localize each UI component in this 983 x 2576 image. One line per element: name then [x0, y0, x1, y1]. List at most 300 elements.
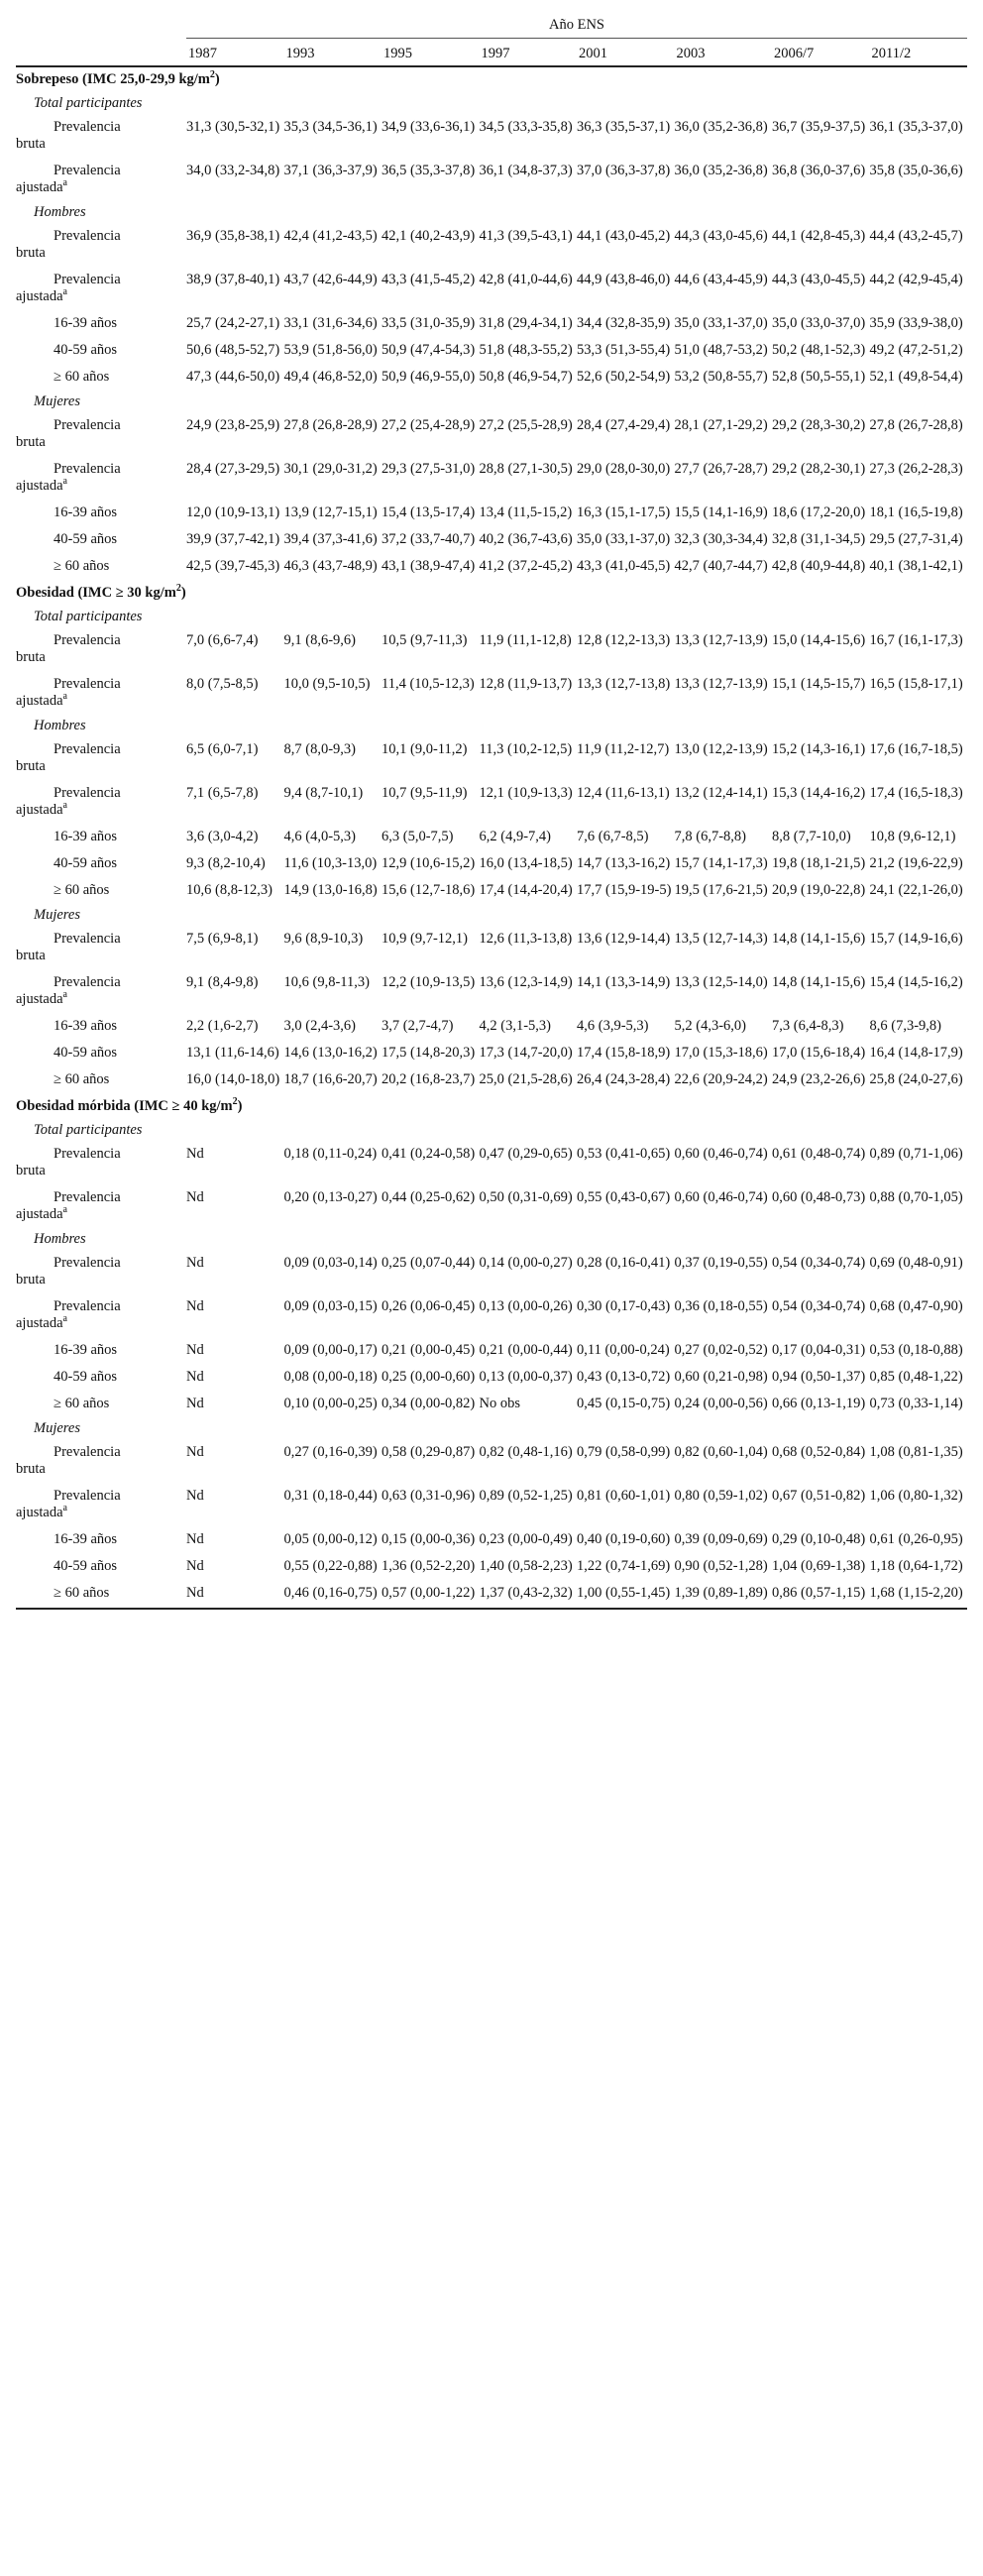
table-row [16, 737, 967, 781]
table-cell: Nd [186, 1558, 204, 1574]
table-cell: 50,8 (46,9-54,7) [479, 369, 573, 385]
table-cell: 33,5 (31,0-35,9) [382, 315, 476, 331]
row-label-line1: Prevalencia [54, 1255, 121, 1271]
header-row-years [16, 39, 967, 67]
table-cell: 44,9 (43,8-46,0) [577, 272, 671, 287]
table-cell: 1,08 (0,81-1,35) [869, 1444, 963, 1460]
table-cell: 24,1 (22,1-26,0) [869, 882, 963, 898]
table-cell: 0,40 (0,19-0,60) [577, 1531, 671, 1547]
table-cell: 16,0 (13,4-18,5) [479, 855, 573, 871]
group-title: Total participantes [34, 609, 143, 624]
table-cell: 50,9 (46,9-55,0) [382, 369, 476, 385]
table-cell: 0,68 (0,47-0,90) [869, 1298, 963, 1314]
table-cell: 0,28 (0,16-0,41) [577, 1255, 671, 1271]
table-cell: 50,6 (48,5-52,7) [186, 342, 280, 358]
table-cell: 17,3 (14,7-20,0) [479, 1045, 573, 1061]
table-cell: 0,60 (0,21-0,98) [674, 1369, 768, 1385]
row-label-line1: 16-39 años [54, 504, 118, 520]
table-cell: Nd [186, 1342, 204, 1358]
table-cell: 12,0 (10,9-13,1) [186, 504, 280, 520]
table-cell: 29,2 (28,3-30,2) [772, 417, 866, 433]
row-label [16, 1142, 186, 1185]
table-row [16, 781, 967, 825]
table-cell: 25,0 (21,5-28,6) [479, 1071, 573, 1087]
table-cell: 0,30 (0,17-0,43) [577, 1298, 671, 1314]
table-row [16, 927, 967, 970]
table-cell: 0,54 (0,34-0,74) [772, 1298, 866, 1314]
group-header-row [16, 1229, 967, 1251]
table-cell: 13,6 (12,9-14,4) [577, 931, 671, 947]
table-cell: 19,5 (17,6-21,5) [674, 882, 768, 898]
row-label-line2-text: bruta [16, 434, 46, 450]
table-cell: 32,8 (31,1-34,5) [772, 531, 866, 547]
table-row [16, 413, 967, 457]
table-cell: 35,9 (33,9-38,0) [869, 315, 963, 331]
table-cell: 11,3 (10,2-12,5) [479, 741, 573, 757]
table-cell: 28,4 (27,4-29,4) [577, 417, 671, 433]
table-cell: Nd [186, 1488, 204, 1504]
row-label [16, 159, 186, 202]
table-cell: 0,09 (0,03-0,15) [283, 1298, 378, 1314]
table-cell: 36,8 (36,0-37,6) [772, 163, 866, 178]
row-label-line1: 40-59 años [54, 342, 118, 358]
row-label [16, 457, 186, 501]
table-cell: 44,6 (43,4-45,9) [674, 272, 768, 287]
group-title: Mujeres [34, 907, 80, 923]
table-cell: 28,1 (27,1-29,2) [674, 417, 768, 433]
table-cell: 0,09 (0,00-0,17) [283, 1342, 378, 1358]
row-label [16, 1554, 186, 1581]
header-year-group: Año ENS [186, 12, 967, 39]
table-cell: 10,5 (9,7-11,3) [382, 632, 468, 648]
table-cell: 36,3 (35,5-37,1) [577, 119, 671, 135]
table-cell: 35,0 (33,1-37,0) [674, 315, 768, 331]
table-cell: 0,13 (0,00-0,26) [479, 1298, 573, 1314]
header-year: 1987 [188, 46, 217, 61]
table-row [16, 554, 967, 581]
table-cell: 12,4 (11,6-13,1) [577, 785, 670, 801]
row-label-line2 [16, 1163, 186, 1179]
row-label [16, 1581, 186, 1609]
header-year: 1997 [481, 46, 510, 61]
table-cell: 0,45 (0,15-0,75) [577, 1396, 671, 1411]
header-year: 2006/7 [774, 46, 815, 61]
row-label-line1: Prevalencia [54, 632, 121, 648]
table-cell: 27,2 (25,5-28,9) [479, 417, 573, 433]
table-cell: 1,39 (0,89-1,89) [674, 1585, 768, 1601]
table-cell: 20,2 (16,8-23,7) [382, 1071, 476, 1087]
row-label [16, 851, 186, 878]
table-cell: 4,6 (4,0-5,3) [283, 829, 356, 844]
table-cell: 19,8 (18,1-21,5) [772, 855, 866, 871]
row-label-line2-text: bruta [16, 758, 46, 774]
row-label-line2 [16, 1206, 186, 1223]
table-cell: 10,1 (9,0-11,2) [382, 741, 468, 757]
table-cell: Nd [186, 1298, 204, 1314]
header-row-group [16, 12, 967, 39]
row-label [16, 1041, 186, 1067]
table-cell: 7,8 (6,7-8,8) [674, 829, 746, 844]
row-label-line1: 40-59 años [54, 855, 118, 871]
table-cell: 18,6 (17,2-20,0) [772, 504, 866, 520]
table-cell: 43,7 (42,6-44,9) [283, 272, 378, 287]
table-cell: 35,0 (33,1-37,0) [577, 531, 671, 547]
table-cell: 13,3 (12,7-13,9) [674, 632, 768, 648]
row-label [16, 501, 186, 527]
table-cell: 8,0 (7,5-8,5) [186, 676, 259, 692]
row-label [16, 825, 186, 851]
row-label-line2 [16, 649, 186, 666]
row-label [16, 1067, 186, 1094]
section-header-row [16, 581, 967, 607]
table-cell: 42,7 (40,7-44,7) [674, 558, 768, 574]
table-cell: Nd [186, 1255, 204, 1271]
row-label-line1: Prevalencia [54, 1444, 121, 1460]
table-cell: 0,63 (0,31-0,96) [382, 1488, 476, 1504]
table-cell: 15,0 (14,4-15,6) [772, 632, 866, 648]
table-cell: 30,1 (29,0-31,2) [283, 461, 378, 477]
table-cell: 43,3 (41,0-45,5) [577, 558, 671, 574]
table-cell: 0,67 (0,51-0,82) [772, 1488, 866, 1504]
row-label-line1: ≥ 60 años [54, 1396, 110, 1411]
table-cell: 32,3 (30,3-34,4) [674, 531, 768, 547]
table-cell: 0,21 (0,00-0,45) [382, 1342, 476, 1358]
table-cell: 0,14 (0,00-0,27) [479, 1255, 573, 1271]
row-label-line1: Prevalencia [54, 417, 121, 433]
table-cell: 10,8 (9,6-12,1) [869, 829, 956, 844]
table-cell: 46,3 (43,7-48,9) [283, 558, 378, 574]
section-title [16, 581, 967, 607]
table-cell: 0,80 (0,59-1,02) [674, 1488, 768, 1504]
table-cell: 49,2 (47,2-51,2) [869, 342, 963, 358]
table-row [16, 1338, 967, 1365]
table-cell: 27,3 (26,2-28,3) [869, 461, 963, 477]
table-cell: 0,50 (0,31-0,69) [479, 1189, 573, 1205]
table-row [16, 672, 967, 716]
section-title-end: ) [237, 1098, 243, 1114]
table-cell: 0,61 (0,26-0,95) [869, 1531, 963, 1547]
table-cell: 0,29 (0,10-0,48) [772, 1531, 866, 1547]
table-cell: 31,8 (29,4-34,1) [479, 315, 573, 331]
table-cell: 13,4 (11,5-15,2) [479, 504, 573, 520]
row-label-line2 [16, 245, 186, 262]
table-cell: 6,3 (5,0-7,5) [382, 829, 454, 844]
group-title: Hombres [34, 1231, 86, 1247]
header-year: 2011/2 [871, 46, 912, 61]
table-cell: 47,3 (44,6-50,0) [186, 369, 280, 385]
table-row [16, 825, 967, 851]
row-label-line2-text: ajustada [16, 991, 63, 1007]
row-label-line2-text: ajustada [16, 179, 63, 195]
row-label-line1: ≥ 60 años [54, 882, 110, 898]
table-cell: 36,9 (35,8-38,1) [186, 228, 280, 244]
table-cell: 0,05 (0,00-0,12) [283, 1531, 378, 1547]
table-row [16, 115, 967, 159]
table-cell: 14,8 (14,1-15,6) [772, 974, 866, 990]
row-label-line2 [16, 802, 186, 819]
table-cell: 7,6 (6,7-8,5) [577, 829, 649, 844]
table-cell: 35,8 (35,0-36,6) [869, 163, 963, 178]
table-cell: 0,11 (0,00-0,24) [577, 1342, 670, 1358]
table-cell: 27,8 (26,8-28,9) [283, 417, 378, 433]
row-label [16, 1440, 186, 1484]
table-cell: 4,6 (3,9-5,3) [577, 1018, 649, 1034]
row-label-line1: Prevalencia [54, 163, 121, 178]
header-empty-cell [16, 12, 186, 39]
table-cell: 9,4 (8,7-10,1) [283, 785, 364, 801]
row-label-line2 [16, 1315, 186, 1332]
table-cell: 42,8 (40,9-44,8) [772, 558, 866, 574]
row-label-line2-text: bruta [16, 1163, 46, 1178]
table-cell: 0,18 (0,11-0,24) [283, 1146, 378, 1162]
table-cell: 3,6 (3,0-4,2) [186, 829, 259, 844]
table-cell: 34,9 (33,6-36,1) [382, 119, 476, 135]
table-cell: 12,2 (10,9-13,5) [382, 974, 476, 990]
group-header-row [16, 607, 967, 628]
table-cell: 5,2 (4,3-6,0) [674, 1018, 746, 1034]
table-cell: 10,7 (9,5-11,9) [382, 785, 468, 801]
section-title-end: ) [180, 585, 186, 601]
table-cell: 0,15 (0,00-0,36) [382, 1531, 476, 1547]
row-label [16, 365, 186, 392]
table-cell: 0,21 (0,00-0,44) [479, 1342, 573, 1358]
row-label-line1: 40-59 años [54, 531, 118, 547]
row-label-line2-text: ajustada [16, 1315, 63, 1331]
table-cell: 40,1 (38,1-42,1) [869, 558, 963, 574]
table-cell: Nd [186, 1189, 204, 1205]
table-cell: 37,0 (36,3-37,8) [577, 163, 671, 178]
table-cell: 26,4 (24,3-28,4) [577, 1071, 671, 1087]
table-row [16, 527, 967, 554]
table-cell: 15,1 (14,5-15,7) [772, 676, 866, 692]
table-cell: 8,7 (8,0-9,3) [283, 741, 356, 757]
table-cell: 44,2 (42,9-45,4) [869, 272, 963, 287]
table-cell: 42,5 (39,7-45,3) [186, 558, 280, 574]
table-cell: 4,2 (3,1-5,3) [479, 1018, 551, 1034]
table-cell: 15,3 (14,4-16,2) [772, 785, 866, 801]
row-label-line2 [16, 1505, 186, 1521]
row-label-line2-text: bruta [16, 136, 46, 152]
table-cell: 0,57 (0,00-1,22) [382, 1585, 476, 1601]
table-cell: 43,1 (38,9-47,4) [382, 558, 476, 574]
table-cell: Nd [186, 1531, 204, 1547]
table-cell: 0,47 (0,29-0,65) [479, 1146, 573, 1162]
table-cell: 27,7 (26,7-28,7) [674, 461, 768, 477]
row-label-superscript: a [62, 989, 67, 1001]
table-cell: 1,40 (0,58-2,23) [479, 1558, 573, 1574]
table-row [16, 970, 967, 1014]
table-cell: 0,31 (0,18-0,44) [283, 1488, 378, 1504]
table-cell: 14,8 (14,1-15,6) [772, 931, 866, 947]
table-cell: 3,7 (2,7-4,7) [382, 1018, 454, 1034]
table-row [16, 1067, 967, 1094]
header-year: 1993 [285, 46, 315, 61]
row-label-superscript: a [62, 1503, 67, 1514]
row-label [16, 1294, 186, 1338]
row-label [16, 554, 186, 581]
table-cell: 35,3 (34,5-36,1) [283, 119, 378, 135]
table-cell: 0,36 (0,18-0,55) [674, 1298, 768, 1314]
table-cell: 16,0 (14,0-18,0) [186, 1071, 280, 1087]
header-empty-cell [16, 39, 186, 67]
table-cell: 24,9 (23,8-25,9) [186, 417, 280, 433]
table-cell: 15,7 (14,9-16,6) [869, 931, 963, 947]
table-row [16, 1365, 967, 1392]
table-cell: Nd [186, 1146, 204, 1162]
table-row [16, 1014, 967, 1041]
table-cell: 29,5 (27,7-31,4) [869, 531, 963, 547]
row-label-superscript: a [62, 286, 67, 298]
table-cell: 9,3 (8,2-10,4) [186, 855, 266, 871]
table-cell: 44,4 (43,2-45,7) [869, 228, 963, 244]
section-header-row [16, 1094, 967, 1120]
table-cell: 0,94 (0,50-1,37) [772, 1369, 866, 1385]
table-cell: 0,66 (0,13-1,19) [772, 1396, 866, 1411]
table-cell: 36,7 (35,9-37,5) [772, 119, 866, 135]
table-cell: 0,90 (0,52-1,28) [674, 1558, 768, 1574]
row-label-superscript: a [62, 1313, 67, 1325]
row-label-line1: ≥ 60 años [54, 1585, 110, 1601]
table-cell: 15,6 (12,7-18,6) [382, 882, 476, 898]
table-cell: 11,4 (10,5-12,3) [382, 676, 475, 692]
row-label-line1: 16-39 años [54, 1342, 118, 1358]
table-cell: 0,43 (0,13-0,72) [577, 1369, 671, 1385]
table-cell: 0,82 (0,60-1,04) [674, 1444, 768, 1460]
table-cell: 27,8 (26,7-28,8) [869, 417, 963, 433]
header-year: 2001 [579, 46, 607, 61]
row-label-line1: ≥ 60 años [54, 369, 110, 385]
table-cell: 50,2 (48,1-52,3) [772, 342, 866, 358]
row-label-superscript: a [62, 476, 67, 488]
table-cell: 44,1 (42,8-45,3) [772, 228, 866, 244]
table-cell: 1,37 (0,43-2,32) [479, 1585, 573, 1601]
table-row [16, 1251, 967, 1294]
table-cell: 0,34 (0,00-0,82) [382, 1396, 476, 1411]
row-label-line1: Prevalencia [54, 785, 121, 801]
table-cell: 36,1 (35,3-37,0) [869, 119, 963, 135]
table-cell: 25,8 (24,0-27,6) [869, 1071, 963, 1087]
table-cell: 7,0 (6,6-7,4) [186, 632, 259, 648]
row-label-line2 [16, 434, 186, 451]
row-label [16, 1392, 186, 1418]
table-cell: 0,44 (0,25-0,62) [382, 1189, 476, 1205]
table-cell: 11,6 (10,3-13,0) [283, 855, 378, 871]
row-label-line2 [16, 179, 186, 196]
row-label-line2 [16, 1272, 186, 1288]
row-label-line1: 16-39 años [54, 1531, 118, 1547]
row-label [16, 628, 186, 672]
table-cell: 44,1 (43,0-45,2) [577, 228, 671, 244]
group-header-row [16, 93, 967, 115]
table-cell: 13,9 (12,7-15,1) [283, 504, 378, 520]
table-cell: 15,4 (13,5-17,4) [382, 504, 476, 520]
table-cell: 9,6 (8,9-10,3) [283, 931, 364, 947]
row-label [16, 1338, 186, 1365]
row-label [16, 115, 186, 159]
section-title-end: ) [214, 71, 220, 87]
row-label-line2-text: bruta [16, 1272, 46, 1288]
row-label-line2-text: bruta [16, 948, 46, 963]
table-cell: 17,4 (15,8-18,9) [577, 1045, 671, 1061]
table-cell: 13,6 (12,3-14,9) [479, 974, 573, 990]
table-cell: 14,7 (13,3-16,2) [577, 855, 671, 871]
table-cell: 0,27 (0,16-0,39) [283, 1444, 378, 1460]
table-cell: 7,5 (6,9-8,1) [186, 931, 259, 947]
table-row [16, 1294, 967, 1338]
table-cell: 39,4 (37,3-41,6) [283, 531, 378, 547]
group-title: Hombres [34, 204, 86, 220]
table-cell: 0,55 (0,22-0,88) [283, 1558, 378, 1574]
table-cell: 0,26 (0,06-0,45) [382, 1298, 476, 1314]
table-cell: 35,0 (33,0-37,0) [772, 315, 866, 331]
table-cell: 33,1 (31,6-34,6) [283, 315, 378, 331]
table-cell: 25,7 (24,2-27,1) [186, 315, 280, 331]
header-year: 2003 [676, 46, 706, 61]
row-label-superscript: a [62, 691, 67, 703]
row-label-line2 [16, 693, 186, 710]
table-row [16, 457, 967, 501]
table-cell: 17,6 (16,7-18,5) [869, 741, 963, 757]
table-cell: 0,68 (0,52-0,84) [772, 1444, 866, 1460]
row-label-line2-text: ajustada [16, 478, 63, 494]
table-cell: 1,00 (0,55-1,45) [577, 1585, 671, 1601]
table-cell: 29,2 (28,2-30,1) [772, 461, 866, 477]
table-cell: 0,60 (0,46-0,74) [674, 1189, 768, 1205]
table-cell: 8,8 (7,7-10,0) [772, 829, 851, 844]
table-cell: 0,13 (0,00-0,37) [479, 1369, 573, 1385]
section-title [16, 66, 967, 93]
row-label-line1: Prevalencia [54, 461, 121, 477]
table-cell: 36,5 (35,3-37,8) [382, 163, 476, 178]
table-cell: 34,4 (32,8-35,9) [577, 315, 671, 331]
table-cell: 43,3 (41,5-45,2) [382, 272, 476, 287]
section-title-text: Obesidad (IMC ≥ 30 kg/m [16, 585, 176, 601]
table-cell: 0,82 (0,48-1,16) [479, 1444, 573, 1460]
table-row [16, 338, 967, 365]
table-cell: 36,1 (34,8-37,3) [479, 163, 573, 178]
group-title: Mujeres [34, 393, 80, 409]
table-row [16, 268, 967, 311]
table-cell: 49,4 (46,8-52,0) [283, 369, 378, 385]
table-cell: 21,2 (19,6-22,9) [869, 855, 963, 871]
table-cell: 53,9 (51,8-56,0) [283, 342, 378, 358]
section-title-superscript: 2 [209, 69, 215, 81]
table-cell: 50,9 (47,4-54,3) [382, 342, 476, 358]
table-cell: Nd [186, 1396, 204, 1411]
table-cell: 1,36 (0,52-2,20) [382, 1558, 476, 1574]
row-label-line1: Prevalencia [54, 931, 121, 947]
row-label-line1: Prevalencia [54, 272, 121, 287]
row-label-line1: Prevalencia [54, 1488, 121, 1504]
table-cell: 1,22 (0,74-1,69) [577, 1558, 671, 1574]
table-cell: 10,9 (9,7-12,1) [382, 931, 468, 947]
table-cell: 16,3 (15,1-17,5) [577, 504, 671, 520]
table-cell: 17,5 (14,8-20,3) [382, 1045, 476, 1061]
table-cell: 0,17 (0,04-0,31) [772, 1342, 866, 1358]
table-cell: 0,55 (0,43-0,67) [577, 1189, 671, 1205]
table-cell: 0,10 (0,00-0,25) [283, 1396, 378, 1411]
row-label [16, 1251, 186, 1294]
table-cell: 27,2 (25,4-28,9) [382, 417, 476, 433]
row-label-line2 [16, 758, 186, 775]
table-cell: 34,5 (33,3-35,8) [479, 119, 573, 135]
table-cell: 0,25 (0,07-0,44) [382, 1255, 476, 1271]
table-cell: 12,9 (10,6-15,2) [382, 855, 476, 871]
row-label-superscript: a [62, 1204, 67, 1216]
table-cell: 0,20 (0,13-0,27) [283, 1189, 378, 1205]
table-cell: 29,0 (28,0-30,0) [577, 461, 671, 477]
row-label-line1: Prevalencia [54, 228, 121, 244]
